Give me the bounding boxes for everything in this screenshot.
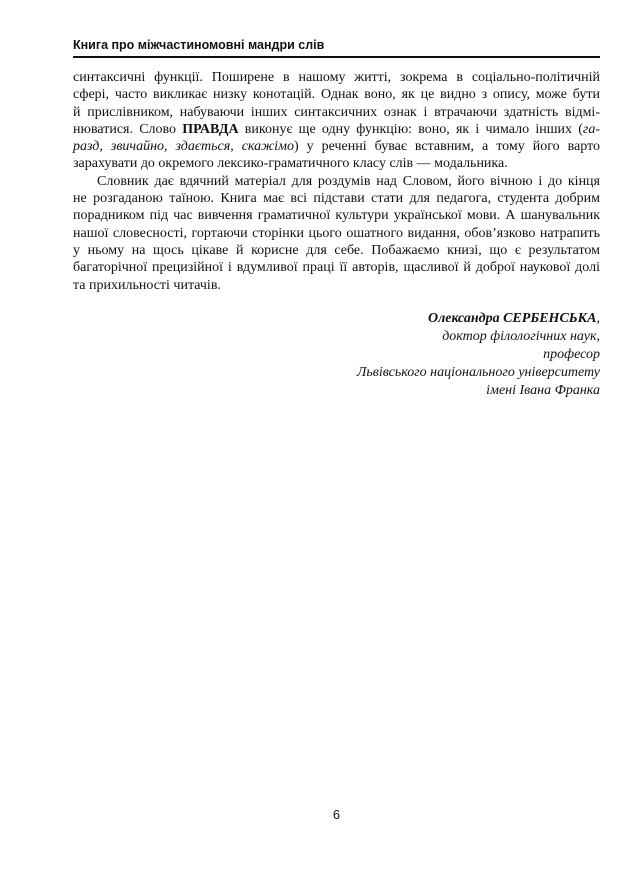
- text-line: [73, 104, 600, 121]
- author-affiliation-name: імені Івана Франка: [486, 383, 600, 398]
- text-line: [73, 225, 600, 242]
- body-text: [73, 69, 600, 294]
- text-line: [73, 155, 600, 172]
- paragraph: [73, 69, 600, 173]
- text-line: [73, 190, 600, 207]
- italic-text: здається: [175, 139, 231, 155]
- running-header: Книга про міжчастиномовні мандри слів: [73, 38, 325, 52]
- text-segment: порадником під час вивчення граматичної культури української мови. А шанувальник: [73, 208, 600, 224]
- name-punctuation: ,: [596, 311, 600, 326]
- italic-text: разд: [73, 139, 100, 155]
- text-line: [73, 138, 600, 155]
- italic-text: скажімо: [241, 139, 294, 155]
- text-line: [73, 207, 600, 224]
- text-segment: нашої словесності, гортаючи сторінки цього ошатного видання, обов’язково натрапить: [73, 225, 600, 241]
- text-segment: багаторічної прецизійної і вдумливої праці її авторів, щасливої й доброї наукової долі: [73, 260, 600, 276]
- text-segment: й прислівником, набуваючи інших синтаксичних ознак і втрачаючи здатність відмі-: [73, 104, 600, 120]
- text-segment: у ньому на щось цікаве й корисне для себе. Побажаємо книзі, що є результатом: [73, 242, 600, 258]
- text-line: [73, 69, 600, 86]
- header-rule: [73, 56, 600, 58]
- text-line: [73, 259, 600, 276]
- paragraph: [73, 173, 600, 294]
- text-line: [73, 242, 600, 259]
- author-affiliation: Львівського національного університету: [356, 365, 600, 380]
- text-segment: сфері, часто викликає низку конотацій. Однак воно, як це видно з опису, може бути: [73, 87, 600, 103]
- text-line: [73, 121, 600, 138]
- italic-text: звичайно: [110, 139, 165, 155]
- signature-block: [357, 310, 600, 400]
- text-segment: зарахувати до окремого лексико-граматичного класу слів — модальника.: [73, 156, 508, 172]
- text-line: [73, 173, 600, 190]
- text-line: [73, 277, 600, 294]
- italic-text: га-: [582, 121, 600, 137]
- signature-name-line: [357, 310, 600, 328]
- text-segment: Словник дає вдячний матеріал для роздумів над Словом, його вічною і до кінця: [97, 173, 600, 189]
- author-title: професор: [543, 347, 600, 362]
- text-segment: ) у реченні буває вставним, а тому його варто: [293, 139, 601, 155]
- text-segment: ,: [230, 139, 242, 155]
- text-segment: не розгаданою таїною. Книга має всі підстави стати для педагога, студента добрим: [73, 191, 600, 207]
- text-segment: виконує ще одну функцію: воно, як і чимало інших (: [238, 121, 583, 137]
- text-line: [73, 86, 600, 103]
- text-segment: та прихильності читачів.: [73, 277, 221, 293]
- text-segment: синтаксичні функції. Поширене в нашому житті, зокрема в соціально-політичній: [73, 70, 600, 85]
- page-number: 6: [332, 807, 341, 822]
- text-segment: ,: [99, 139, 111, 155]
- text-segment: нюватися. Слово: [73, 121, 183, 137]
- text-segment: ,: [164, 139, 176, 155]
- author-name: Олександра СЕРБЕНСЬКА: [427, 311, 597, 326]
- bold-text: ПРАВДА: [182, 121, 239, 137]
- author-degree: доктор філологічних наук,: [442, 329, 600, 344]
